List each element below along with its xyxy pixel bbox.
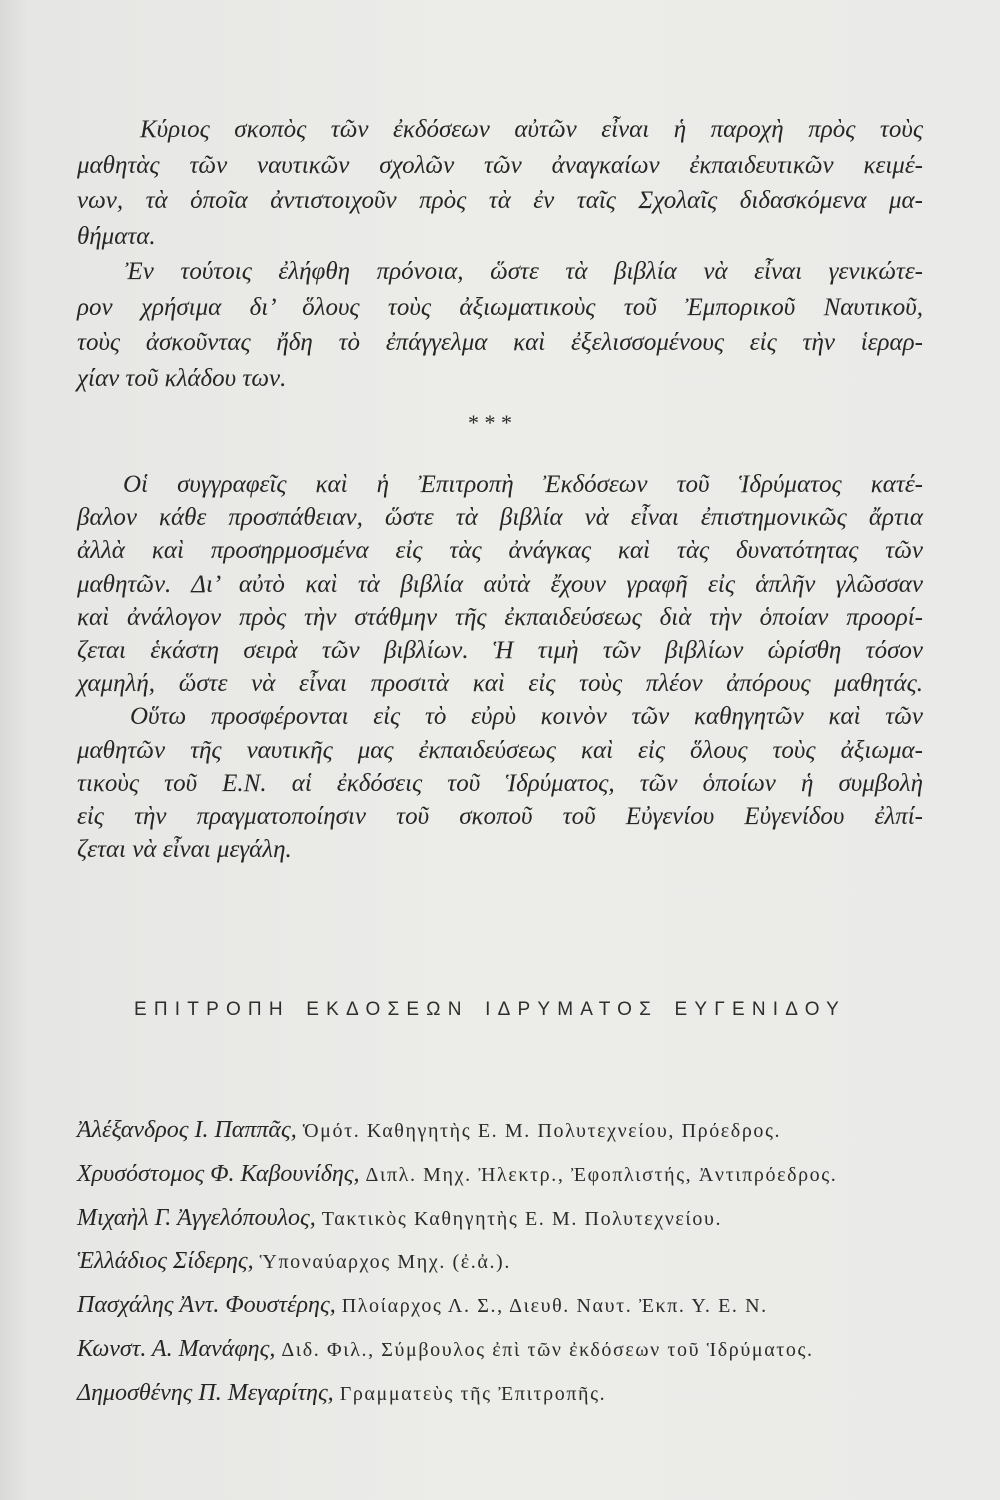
text-line: ἀλλὰ καὶ προσηρμοσμένα εἰς τὰς ἀνάγκας καὶ τὰς δυνατότητας τῶν	[77, 537, 923, 565]
intro-text-block	[77, 112, 923, 396]
member-role: Γραμματεὺς τῆς Ἐπιτροπῆς.	[339, 1382, 607, 1405]
text-line: ζεται ἑκάστη σειρὰ τῶν βιβλίων. Ἡ τιμὴ τῶν βιβλίων ὡρίσθη τόσον	[77, 637, 923, 665]
member-role: Ὁμότ. Καθηγητὴς Ε. Μ. Πολυτεχνείου, Πρόεδρος.	[302, 1120, 782, 1142]
committee-member	[77, 1329, 977, 1373]
text-line: νων, τὰ ὁποῖα ἀντιστοιχοῦν πρὸς τὰ ἐν ταῖς Σχολαῖς διδασκόμενα μα-	[77, 187, 923, 214]
member-name: Ἑλλάδιος Σίδερης,	[77, 1248, 254, 1275]
text-line: εἰς τὴν πραγματοποίησιν τοῦ σκοποῦ τοῦ Εὐγενίου Εὐγενίδου ἐλπί-	[77, 803, 923, 831]
text-line: μαθητῶν. Δι’ αὐτὸ καὶ τὰ βιβλία αὐτὰ ἔχουν γραφῆ εἰς ἁπλῆν γλῶσσαν	[77, 570, 923, 598]
text-line: ζεται νὰ εἶναι μεγάλη.	[77, 836, 292, 864]
text-line: Κύριος σκοπὸς τῶν ἐκδόσεων αὐτῶν εἶναι ἡ παροχὴ πρὸς τοὺς	[140, 116, 923, 143]
committee-member	[77, 1198, 977, 1242]
member-name: Κωνστ. Α. Μανάφης,	[77, 1335, 276, 1362]
text-line: ρον χρήσιμα δι’ ὅλους τοὺς ἀξιωματικοὺς τοῦ Ἐμπορικοῦ Ναυτικοῦ,	[77, 293, 923, 321]
text-line: Οὕτω προσφέρονται εἰς τὸ εὐρὺ κοινὸν τῶν καθηγητῶν καὶ τῶν	[130, 703, 923, 731]
text-line: καὶ ἀνάλογον πρὸς τὴν στάθμην τῆς ἐκπαιδεύσεως διὰ τὴν ὁποίαν προορί-	[77, 603, 923, 631]
member-role: Διπλ. Μηχ. Ἠλεκτρ., Ἐφοπλιστής, Ἀντιπρόεδρος.	[365, 1163, 838, 1186]
committee-heading: ΕΠΙΤΡΟΠΗ ΕΚΔΟΣΕΩΝ ΙΔΡΥΜΑΤΟΣ ΕΥΓΕΝΙΔΟΥ	[134, 999, 846, 1020]
committee-member	[77, 1241, 977, 1285]
committee-member	[77, 1110, 977, 1154]
text-line: μαθητῶν τῆς ναυτικῆς μας ἐκπαιδεύσεως καὶ εἰς ὅλους τοὺς ἀξιωμα-	[77, 736, 923, 764]
committee-member	[77, 1285, 977, 1329]
member-role: Διδ. Φιλ., Σύμβουλος ἐπὶ τῶν ἐκδόσεων τοῦ Ἱδρύματος.	[281, 1338, 814, 1361]
member-role: Ὑποναύαρχος Μηχ. (ἐ.ἀ.).	[259, 1251, 511, 1274]
text-line: χίαν τοῦ κλάδου των.	[77, 364, 287, 392]
paragraph-purpose	[77, 112, 923, 254]
text-line: θήματα.	[77, 222, 156, 250]
committee-member	[77, 1154, 977, 1198]
member-role: Τακτικὸς Καθηγητὴς Ε. Μ. Πολυτεχνείου.	[321, 1207, 723, 1230]
text-line: χαμηλή, ὥστε νὰ εἶναι προσιτὰ καὶ εἰς τοὺς πλέον ἀπόρους μαθητάς.	[77, 670, 923, 698]
main-text-block	[77, 468, 923, 866]
member-name: Δημοσθένης Π. Μεγαρίτης,	[77, 1379, 334, 1406]
text-line: τικοὺς τοῦ Ε.Ν. αἱ ἐκδόσεις τοῦ Ἱδρύματος, τῶν ὁποίων ἡ συμβολὴ	[77, 769, 923, 797]
member-name: Χρυσόστομος Φ. Καβουνίδης,	[77, 1160, 360, 1187]
text-line: Οἱ συγγραφεῖς καὶ ἡ Ἐπιτροπὴ Ἐκδόσεων τοῦ Ἱδρύματος κατέ-	[123, 471, 923, 498]
text-line: τοὺς ἀσκοῦντας ἤδη τὸ ἐπάγγελμα καὶ ἐξελισσομένους εἰς τὴν ἱεραρ-	[77, 329, 923, 356]
paragraph-offering	[77, 700, 923, 866]
paragraph-general-use	[77, 254, 923, 396]
committee-list	[77, 1110, 977, 1417]
text-line: μαθητὰς τῶν ναυτικῶν σχολῶν τῶν ἀναγκαίων ἐκπαιδευτικῶν κειμέ-	[77, 151, 923, 179]
member-role: Πλοίαρχος Λ. Σ., Διευθ. Ναυτ. Ἐκπ. Υ. Ε. Ν.	[341, 1295, 768, 1318]
paragraph-authors	[77, 468, 923, 700]
section-separator: * * *	[468, 410, 512, 435]
member-name: Μιχαὴλ Γ. Ἀγγελόπουλος,	[77, 1204, 316, 1231]
member-name: Ἀλέξανδρος Ι. Παππᾶς,	[77, 1117, 297, 1143]
committee-member	[77, 1373, 977, 1417]
text-line: βαλον κάθε προσπάθειαν, ὥστε τὰ βιβλία νὰ εἶναι ἐπιστημονικῶς ἄρτια	[77, 504, 923, 532]
member-name: Πασχάλης Ἀντ. Φουστέρης,	[77, 1292, 336, 1319]
text-line: Ἐν τούτοις ἐλήφθη πρόνοια, ὥστε τὰ βιβλία νὰ εἶναι γενικώτε-	[125, 258, 923, 285]
